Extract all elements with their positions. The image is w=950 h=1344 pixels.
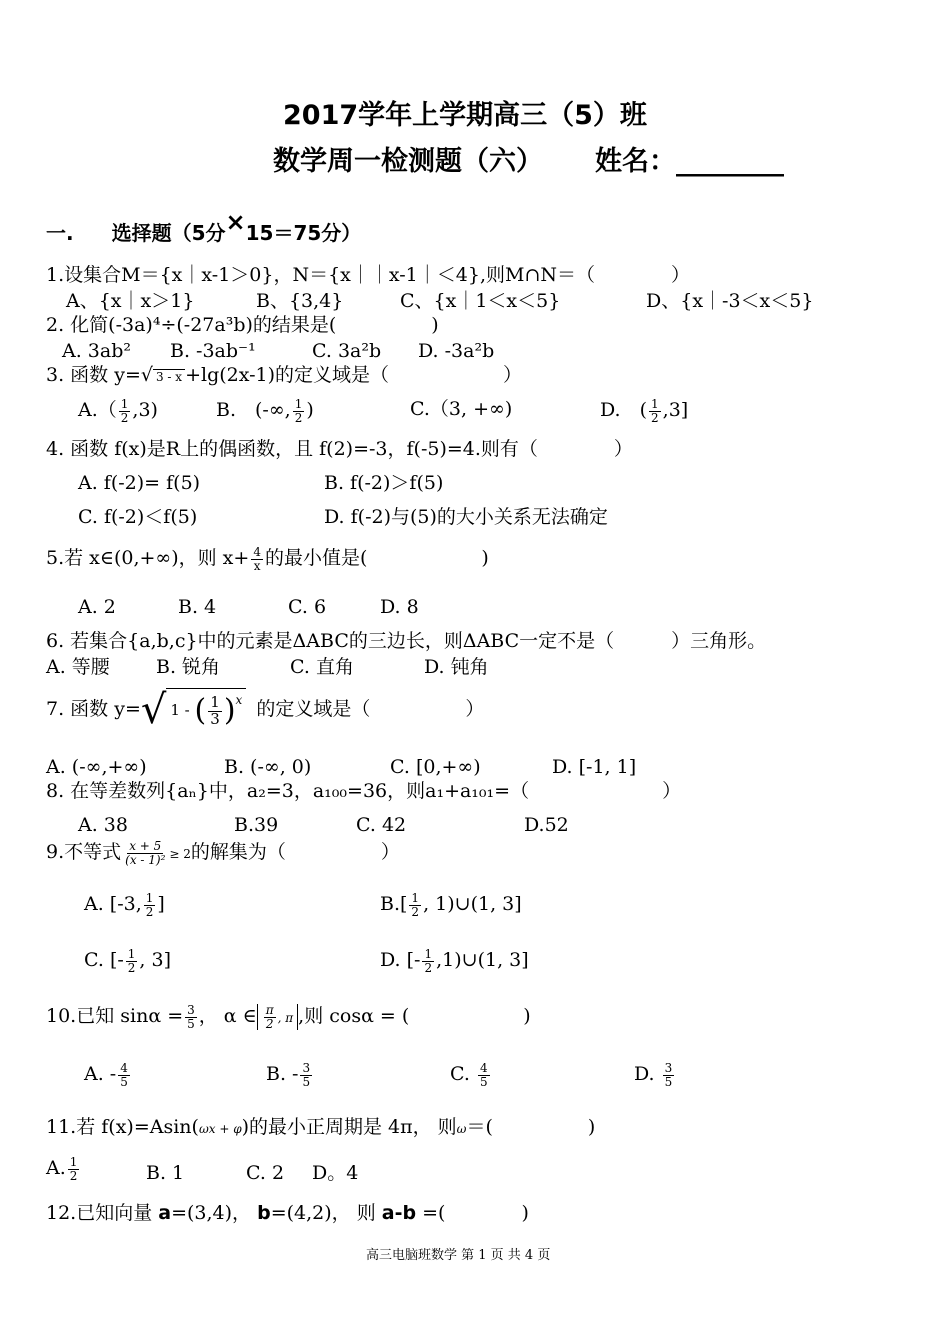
fraction: $\frac{1}{2}$: [411, 891, 420, 919]
q1-option-d[interactable]: D、{x｜-3＜x＜5}: [646, 290, 814, 312]
q1-option-b[interactable]: B、{3,4}: [256, 290, 344, 312]
fraction: $\frac{3}{5}$: [187, 1003, 195, 1031]
question-2: 2. 化简(-3a)⁴÷(-27a³b)的结果是( ): [46, 314, 439, 336]
q6-option-a[interactable]: A. 等腰: [46, 656, 110, 678]
fraction: $\frac{3}{5}$: [302, 1061, 311, 1089]
q10-option-a[interactable]: A. - $\frac{4}{5}$: [84, 1061, 128, 1089]
section-label-post: 15＝75分）: [245, 221, 362, 245]
q3-option-c[interactable]: C.（3, +∞): [410, 398, 513, 420]
q10-option-b[interactable]: B. - $\frac{3}{5}$: [266, 1061, 311, 1089]
fraction: $\frac{1}{2}$: [120, 397, 129, 425]
fraction: $\frac{1}{2}$: [145, 891, 154, 919]
vector-a: a: [158, 1202, 172, 1224]
q11-option-d[interactable]: D。4: [312, 1162, 359, 1184]
q6-option-b[interactable]: B. 锐角: [156, 656, 221, 678]
question-11: 11.若 f(x)=Asin(ωx + φ)的最小正周期是 4π， 则ω＝( ): [46, 1116, 596, 1138]
fraction: $\frac{\pi}{2}$: [265, 1003, 274, 1031]
section-number: 一.: [46, 221, 74, 245]
q11-option-b[interactable]: B. 1: [146, 1162, 185, 1184]
q4-option-d[interactable]: D. f(-2)与(5)的大小关系无法确定: [324, 506, 608, 528]
q9-option-b[interactable]: B.[ $\frac{1}{2}$ , 1)∪(1, 3]: [380, 891, 522, 919]
q3-option-d[interactable]: D. ( $\frac{1}{2}$ ,3]: [600, 397, 689, 425]
fraction: $\frac{1}{2}$: [127, 947, 136, 975]
question-9: 9.不等式 $\frac{x + 5}{\text{(x - 1)²}}$ ≥ 2的解集为（ ）: [46, 839, 400, 867]
title-line-1: 2017学年上学期高三（5）班: [283, 100, 647, 131]
fraction: $\frac{1}{2}$: [69, 1155, 78, 1183]
q3-radicand: 3 - x: [153, 369, 185, 384]
question-10: 10.已知 sinα = $\frac{3}{5}$ ， α ∈ $\frac{\pi}{2}$ , π ,则 cosα = ( ): [46, 1003, 531, 1031]
fraction: $\frac{4}{x}$: [253, 545, 261, 573]
q8-option-c[interactable]: C. 42: [356, 814, 407, 836]
page-footer: 高三电脑班数学 第 1 页 共 4 页: [366, 1248, 551, 1263]
q1-option-a[interactable]: A、{x｜x＞1}: [66, 290, 195, 312]
q8-option-b[interactable]: B.39: [234, 814, 279, 836]
fraction: $\frac{1}{2}$: [424, 947, 433, 975]
q5-option-a[interactable]: A. 2: [78, 596, 116, 618]
q7-option-a[interactable]: A. (-∞,+∞): [46, 756, 147, 778]
section-heading: [46, 208, 362, 247]
q2-option-a[interactable]: A. 3ab²: [62, 340, 131, 362]
q2-option-b[interactable]: B. -3ab⁻¹: [170, 340, 256, 362]
q5-option-c[interactable]: C. 6: [288, 596, 327, 618]
question-8: 8. 在等差数列{aₙ}中，a₂=3，a₁₀₀=36，则a₁+a₁₀₁=（ ）: [46, 780, 682, 802]
q3-stem: 3. 函数 y=: [46, 364, 141, 386]
q11-option-a[interactable]: A. $\frac{1}{2}$: [46, 1155, 78, 1183]
q10-option-d[interactable]: D. $\frac{3}{5}$: [634, 1061, 673, 1089]
q1-option-c[interactable]: C、{x｜1＜x＜5}: [400, 290, 561, 312]
q7-radical: √: [140, 686, 167, 733]
question-7: 7. 函数 y=√ 1 - ( $\frac{1}{3}$ )$^x$ 的定义域是（ ）: [46, 686, 485, 733]
q7-option-c[interactable]: C. [0,+∞): [390, 756, 481, 778]
q4-option-c[interactable]: C. f(-2)＜f(5): [78, 506, 198, 528]
question-5: 5.若 x∈(0,+∞)，则 x+ $\frac{4}{x}$ 的最小值是( ): [46, 545, 489, 573]
question-3: 3. 函数 y=√ 3 - x +lg(2x-1)的定义域是（ ）: [46, 364, 523, 386]
fraction: $\frac{3}{5}$: [664, 1061, 673, 1089]
name-label: 姓名：: [595, 146, 676, 177]
q3-option-a[interactable]: A.（ $\frac{1}{2}$ ,3): [78, 397, 158, 425]
question-12: 12.已知向量 a=(3,4)， b=(4,2)， 则 a-b =( ): [46, 1202, 529, 1224]
q9-option-d[interactable]: D. [- $\frac{1}{2}$ ,1)∪(1, 3]: [380, 947, 529, 975]
q11-option-c[interactable]: C. 2: [246, 1162, 285, 1184]
q7-radicand: 1 - ( $\frac{1}{3}$ )$^x$: [166, 688, 246, 731]
q2-option-c[interactable]: C. 3a²b: [312, 340, 382, 362]
q7-option-b[interactable]: B. (-∞, 0): [224, 756, 312, 778]
q2-option-d[interactable]: D. -3a²b: [418, 340, 495, 362]
times-sign: ×: [225, 208, 246, 236]
q5-option-d[interactable]: D. 8: [380, 596, 419, 618]
q9-option-c[interactable]: C. [- $\frac{1}{2}$ , 3]: [84, 947, 172, 975]
title-line-2: [273, 146, 784, 178]
q6-option-c[interactable]: C. 直角: [290, 656, 354, 678]
section-label-pre: 选择题（5分: [111, 221, 226, 245]
q6-option-d[interactable]: D. 钝角: [424, 656, 489, 678]
q4-option-b[interactable]: B. f(-2)＞f(5): [324, 472, 444, 494]
q5-option-b[interactable]: B. 4: [178, 596, 217, 618]
q10-option-c[interactable]: C. $\frac{4}{5}$: [450, 1061, 488, 1089]
question-4: 4. 函数 f(x)是R上的偶函数，且 f(2)=-3，f(-5)=4.则有（ ）: [46, 438, 633, 460]
fraction: $\frac{1}{2}$: [651, 397, 659, 425]
q4-option-a[interactable]: A. f(-2)= f(5): [78, 472, 201, 494]
q8-option-d[interactable]: D.52: [524, 814, 569, 836]
fraction: $\frac{4}{5}$: [479, 1061, 488, 1089]
q7-option-d[interactable]: D. [-1, 1]: [552, 756, 637, 778]
interval-bracket: $\frac{\pi}{2}$ , π: [257, 1004, 298, 1030]
vector-b: b: [257, 1202, 271, 1224]
q3-option-b[interactable]: B. (-∞, $\frac{1}{2}$ ): [216, 397, 314, 425]
vector-a-minus-b: a-b: [381, 1202, 417, 1224]
q8-option-a[interactable]: A. 38: [78, 814, 128, 836]
q9-option-a[interactable]: A. [-3, $\frac{1}{2}$ ]: [84, 891, 165, 919]
fraction: $\frac{4}{5}$: [120, 1061, 128, 1089]
question-1: 1.设集合M＝{x｜x-1＞0}，N＝{x｜｜x-1｜＜4},则M∩N＝（ ）: [46, 264, 690, 286]
test-title: 数学周一检测题（六）: [273, 146, 543, 177]
fraction: $\frac{1}{3}$: [210, 692, 220, 728]
q3-stem-tail: +lg(2x-1)的定义域是（ ）: [185, 364, 523, 386]
fraction: $\frac{x + 5}{\text{(x - 1)²}}$: [125, 839, 166, 867]
fraction: $\frac{1}{2}$: [294, 397, 303, 425]
question-6: 6. 若集合{a,b,c}中的元素是ΔABC的三边长，则ΔABC一定不是（ ）三角形。: [46, 630, 767, 652]
name-blank[interactable]: ________: [676, 146, 784, 177]
